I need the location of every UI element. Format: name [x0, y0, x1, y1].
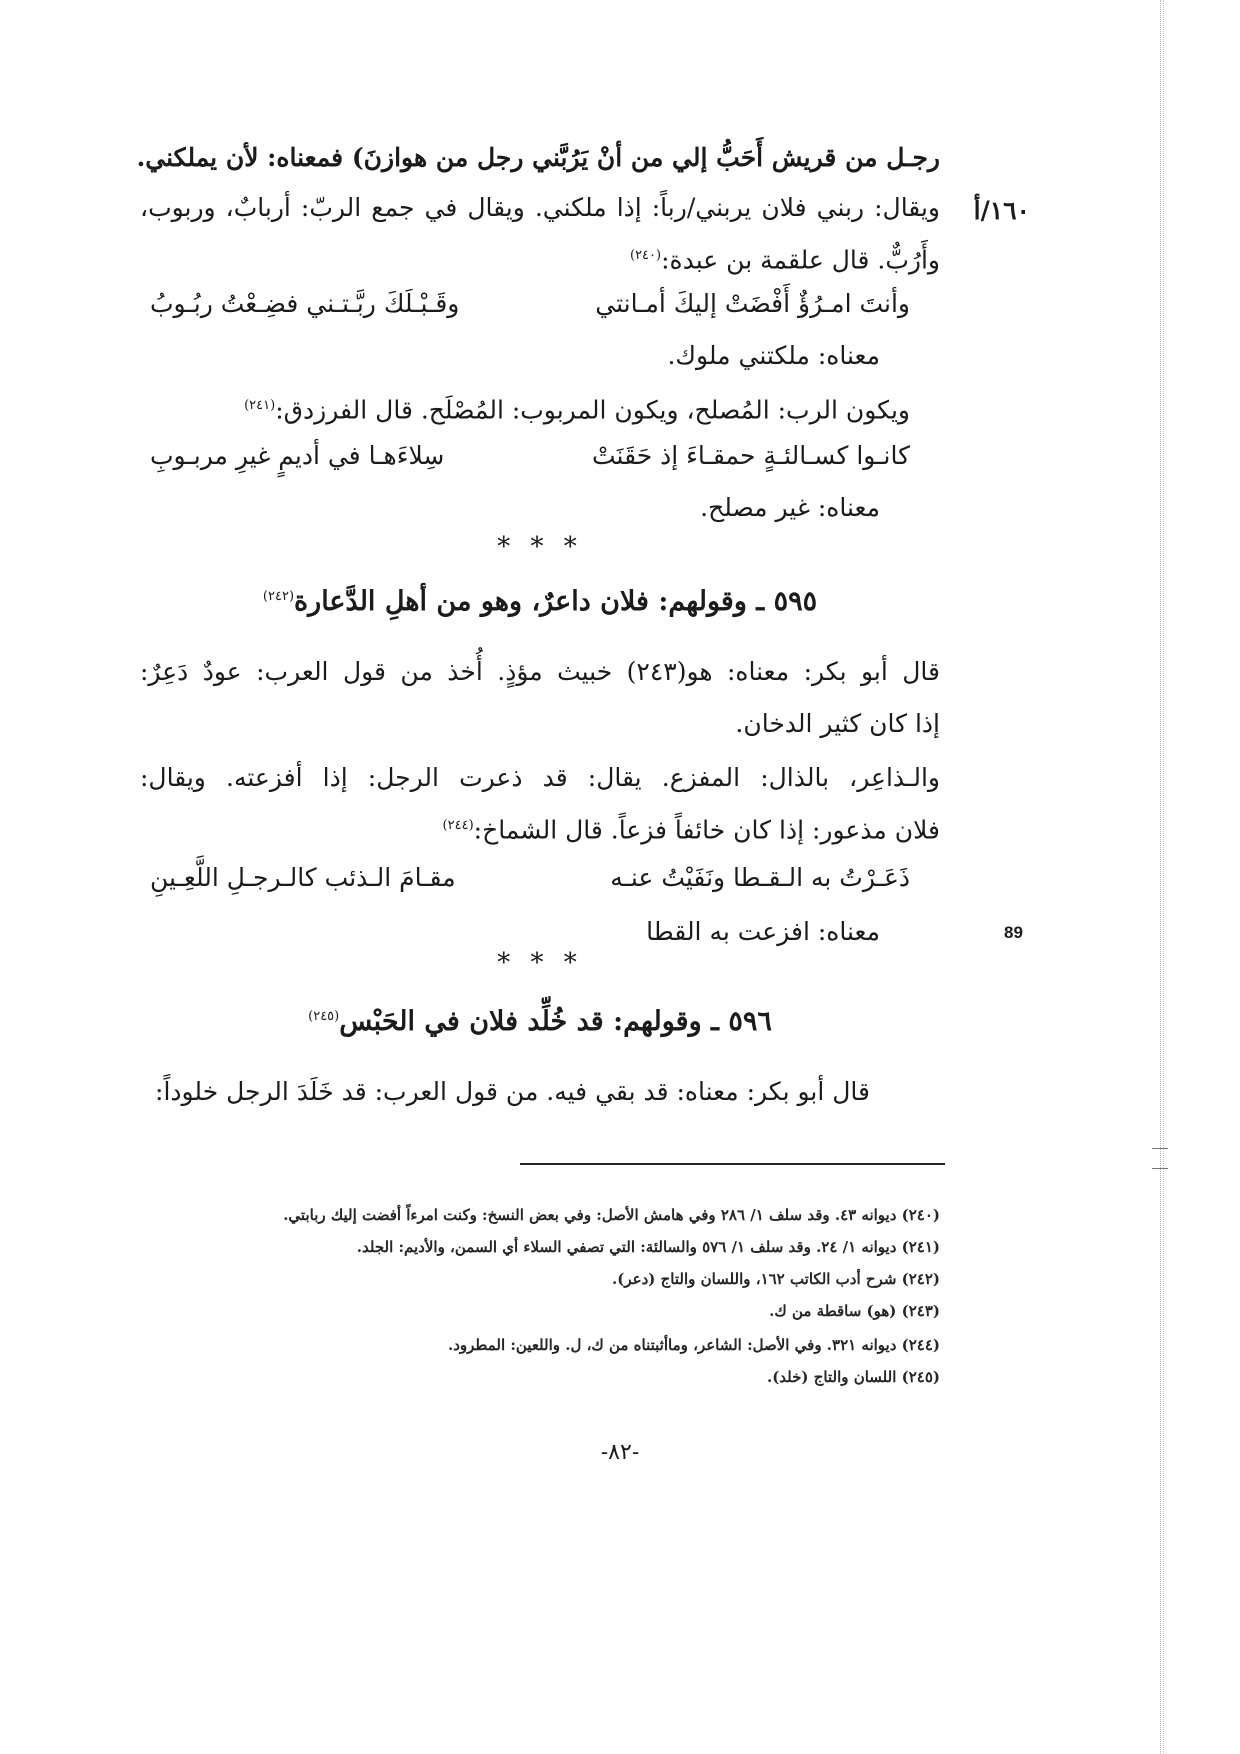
verse-second-hemistich: وقَـبْـلَكَ ربَّـتـني فضِـعْتُ ربُـوبُ: [150, 289, 460, 318]
scan-edge-line: [1160, 0, 1161, 1754]
folio-reference: ١٦٠/أ: [973, 196, 1030, 225]
text-line: قال أبو بكر: معناه: قد بقي فيه. من قول العرب: قد خَلَدَ الرجل خلوداً:: [155, 1077, 870, 1106]
footnote: (٢٤٥) اللسان والتاج (خلد).: [766, 1368, 940, 1386]
footnote: (٢٤٢) شرح أدب الكاتب ١٦٢، واللسان والتاج (دعر).: [612, 1270, 940, 1288]
margin-page-number: 89: [1004, 923, 1023, 942]
verse-line: [140, 858, 940, 898]
text-line: [630, 236, 940, 280]
section-heading: [140, 1006, 940, 1037]
footnote-ref: (٢٤٥): [308, 1009, 340, 1024]
verse-first-hemistich: كانـوا كسـالئـةٍ حمقـاءَ إذ حَقَنَتْ: [591, 441, 910, 470]
text-line: معناه: ملكتني ملوك.: [667, 341, 880, 370]
section-separator: * * *: [497, 532, 583, 562]
text-line: إذا كان كثير الدخان.: [735, 709, 940, 738]
text-line: [244, 386, 910, 430]
text-line: معناه: غير مصلح.: [700, 493, 880, 522]
footnote: (٢٤٤) ديوانه ٣٢١. وفي الأصل: الشاعر، وماأثبتناه من ك، ل. واللعين: المطرود.: [447, 1336, 940, 1354]
text-line-content: وأَرُبٌّ. قال علقمة بن عبدة:: [661, 245, 940, 275]
text-line-content: فلان مذعور: إذا كان خائفاً فزعاً. قال الشماخ:: [473, 815, 940, 845]
scan-edge-line: [1163, 0, 1164, 1754]
text-line-content: ويكون الرب: المُصلح، ويكون المربوب: المُصْلَح. قال الفرزدق:: [275, 395, 910, 425]
page-number: -٨٢-: [600, 1440, 640, 1465]
verse-line: [140, 436, 940, 476]
section-separator: * * *: [497, 948, 583, 978]
scan-mark: [1152, 1148, 1168, 1149]
footnote-ref: (٢٤٠): [630, 248, 662, 263]
footnote: (٢٤٣) (هو) ساقطة من ك.: [769, 1302, 940, 1320]
footnote-separator: [520, 1163, 945, 1165]
text-line: رجـل من قريش أَحَبُّ إلي من أنْ يَرُبَّني رجل من هوازنَ) فمعناه: لأن يملكني.: [136, 143, 940, 172]
verse-second-hemistich: مقـامَ الـذئب كالـرجـلِ اللَّعِـينِ: [150, 863, 456, 892]
scan-mark: [1152, 1168, 1168, 1169]
text-line: معناه: افزعت به القطا: [646, 917, 880, 946]
footnote: (٢٤٠) ديوانه ٤٣. وقد سلف ١/ ٢٨٦ وفي هامش الأصل: وفي بعض النسخ: وكنت امرءاً أفضت إليك ربابتي.: [283, 1206, 940, 1224]
heading-text: ٥٩٦ ـ وقولهم: قد خُلِّد فلان في الحَبْس: [339, 1006, 772, 1037]
heading-text: ٥٩٥ ـ وقولهم: فلان داعرٌ، وهو من أهلِ الدَّعارة: [294, 586, 818, 617]
verse-first-hemistich: وأنتَ امـرُؤٌ أَفْضَتْ إليكَ أمـانتي: [595, 289, 910, 318]
verse-line: [140, 284, 940, 324]
text-line: قال أبو بكر: معناه: هو(٢٤٣) خبيث مؤذٍ. أُخذ من قول العرب: عودٌ دَعِرٌ:: [140, 657, 940, 686]
footnote-ref: (٢٤٤): [442, 818, 474, 833]
verse-first-hemistich: ذَعَـرْتُ به الـقـطا ونَفَيْتُ عنـه: [610, 863, 910, 892]
verse-second-hemistich: سِلاءَهـا في أديمٍ غيرِ مربـوبِ: [150, 441, 445, 470]
footnote: (٢٤١) ديوانه ١/ ٢٤. وقد سلف ١/ ٥٧٦ والسالئة: التي تصفي السلاء أي السمن، والأديم: الجلد.: [356, 1238, 940, 1256]
text-line: [443, 806, 940, 850]
section-heading: [140, 586, 940, 617]
footnote-ref: (٢٤٢): [262, 589, 295, 604]
text-line: والـذاعِر، بالذال: المفزع. يقال: قد ذعرت الرجل: إذا أفزعته. ويقال:: [140, 763, 940, 792]
footnote-ref: (٢٤١): [244, 398, 276, 413]
text-line: ويقال: ربني فلان يربني/رباً: إذا ملكني. ويقال في جمع الربّ: أربابٌ، وربوب،: [140, 193, 940, 222]
